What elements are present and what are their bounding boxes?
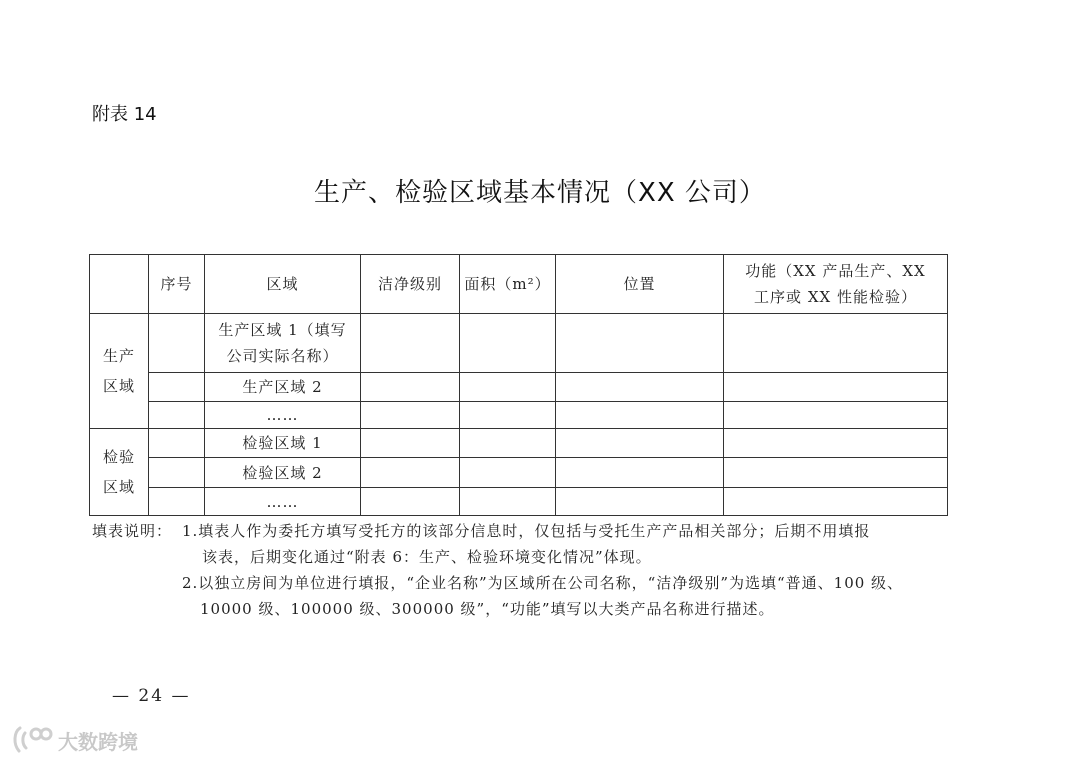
- seq-cell: [149, 314, 205, 373]
- category-inspection-line2: 区域: [102, 478, 135, 496]
- table-row: [90, 458, 948, 488]
- appendix-label: 附表 14: [92, 104, 157, 125]
- size-cell: [460, 402, 556, 429]
- header-area: 区域: [205, 255, 361, 314]
- header-seq: 序号: [149, 255, 205, 314]
- location-cell: [556, 458, 724, 488]
- fill-instructions: [92, 518, 972, 622]
- location-cell: [556, 402, 724, 429]
- category-inspection: [90, 429, 149, 516]
- seq-cell: [149, 488, 205, 516]
- function-cell: [724, 373, 948, 402]
- area-cell: ……: [205, 402, 361, 429]
- size-cell: [460, 314, 556, 373]
- size-cell: [460, 458, 556, 488]
- header-clean-level: 洁净级别: [361, 255, 460, 314]
- area-cell: 检验区域 1: [205, 429, 361, 458]
- table-row: [90, 314, 948, 373]
- note-2-line1: 2.以独立房间为单位进行填报，“企业名称”为区域所在公司名称，“洁净级别”为选填“普通、100 级、: [182, 574, 904, 592]
- header-function-line1: 功能（XX 产品生产、XX: [745, 262, 926, 280]
- clean-level-cell: [361, 402, 460, 429]
- area-cell: ……: [205, 488, 361, 516]
- seq-cell: [149, 402, 205, 429]
- seq-cell: [149, 373, 205, 402]
- category-production-line2: 区域: [102, 377, 135, 395]
- location-cell: [556, 314, 724, 373]
- location-cell: [556, 488, 724, 516]
- header-location: 位置: [556, 255, 724, 314]
- page-title: 生产、检验区域基本情况（XX 公司）: [314, 178, 766, 208]
- area-table: [89, 254, 948, 516]
- table-row: [90, 402, 948, 429]
- area-cell: [205, 314, 361, 373]
- function-cell: [724, 314, 948, 373]
- header-function-line2: 工序或 XX 性能检验）: [754, 288, 917, 306]
- function-cell: [724, 402, 948, 429]
- function-cell: [724, 429, 948, 458]
- area-cell-line2: 公司实际名称）: [226, 347, 339, 365]
- clean-level-cell: [361, 429, 460, 458]
- notes-label: 填表说明：: [92, 522, 173, 540]
- watermark: [10, 724, 138, 756]
- header-corner: [90, 255, 149, 314]
- header-row: [90, 255, 948, 314]
- function-cell: [724, 458, 948, 488]
- seq-cell: [149, 429, 205, 458]
- note-2-line2: 10000 级、100000 级、300000 级”，“功能”填写以大类产品名称进行描述。: [200, 600, 775, 618]
- area-cell: 检验区域 2: [205, 458, 361, 488]
- clean-level-cell: [361, 458, 460, 488]
- clean-level-cell: [361, 488, 460, 516]
- size-cell: [460, 429, 556, 458]
- note-item-1: [92, 518, 972, 570]
- category-production: [90, 314, 149, 429]
- note-1-line1: 1.填表人作为委托方填写受托方的该部分信息时，仅包括与受托生产产品相关部分；后期不用填报: [182, 522, 871, 540]
- clean-level-cell: [361, 373, 460, 402]
- category-inspection-line1: 检验: [102, 448, 135, 466]
- location-cell: [556, 373, 724, 402]
- watermark-logo-icon: [10, 724, 54, 756]
- function-cell: [724, 488, 948, 516]
- note-item-2: [92, 570, 972, 622]
- page-number: — 24 —: [112, 686, 191, 706]
- size-cell: [460, 373, 556, 402]
- area-cell-line1: 生产区域 1（填写: [218, 321, 347, 339]
- table-row: [90, 373, 948, 402]
- header-size: 面积（m²）: [460, 255, 556, 314]
- header-function: [724, 255, 948, 314]
- note-1-line2: 该表，后期变化通过“附表 6：生产、检验环境变化情况”体现。: [202, 548, 652, 566]
- seq-cell: [149, 458, 205, 488]
- table-row: [90, 429, 948, 458]
- location-cell: [556, 429, 724, 458]
- watermark-text: 大数跨境: [58, 729, 138, 754]
- size-cell: [460, 488, 556, 516]
- clean-level-cell: [361, 314, 460, 373]
- category-production-line1: 生产: [102, 347, 135, 365]
- area-cell: 生产区域 2: [205, 373, 361, 402]
- table-row: [90, 488, 948, 516]
